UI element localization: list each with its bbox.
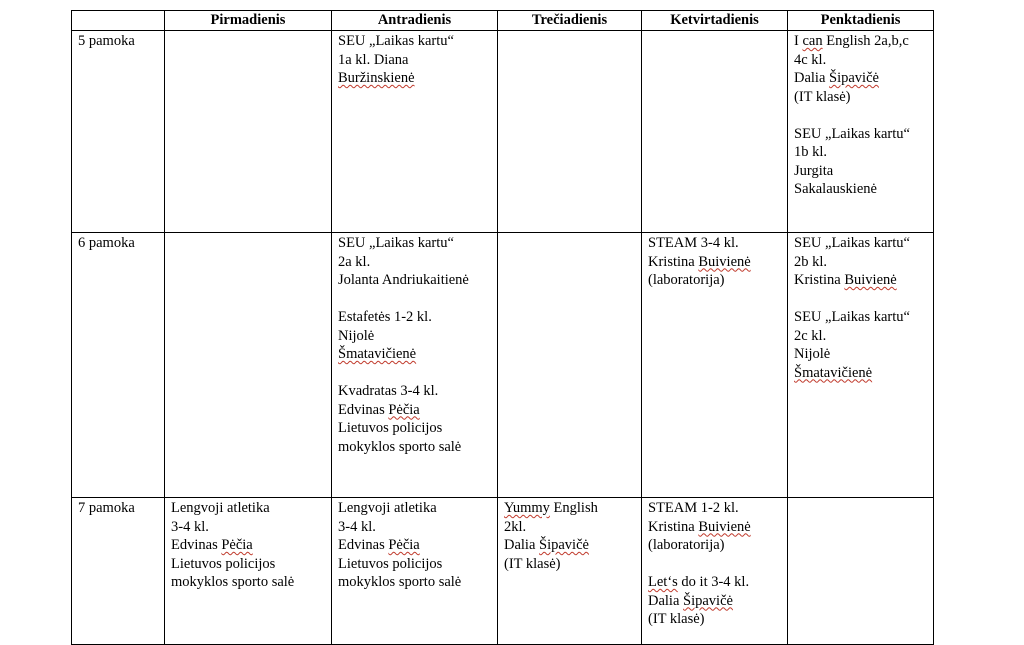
activity-line: 4c kl. xyxy=(794,51,827,68)
activity-entry xyxy=(794,308,927,382)
activity-entry xyxy=(648,234,781,290)
cell-friday xyxy=(788,498,934,645)
activity-line: Edvinas Pėčia xyxy=(171,537,253,553)
activity-line: I can English 2a,b,c xyxy=(794,33,909,49)
activity-line: SEU „Laikas kartu“ xyxy=(794,125,910,142)
activity-line: SEU „Laikas kartu“ xyxy=(338,235,454,251)
cell-tuesday xyxy=(332,233,498,498)
activity-entry xyxy=(648,499,781,555)
activity-line: 2kl. xyxy=(504,518,527,535)
activity-line: Buržinskienė xyxy=(338,70,415,86)
header-wednesday: Trečiadienis xyxy=(498,11,642,31)
header-friday: Penktadienis xyxy=(788,11,934,31)
activity-line: Lietuvos policijos xyxy=(171,555,276,572)
activity-entry xyxy=(338,32,491,88)
cell-thursday xyxy=(642,31,788,233)
activity-line: STEAM 3-4 kl. xyxy=(648,235,739,251)
lesson-label: 5 pamoka xyxy=(72,31,165,233)
activity-line: Nijolė xyxy=(338,327,375,344)
activity-entry xyxy=(794,125,927,199)
activity-line: Edvinas Pėčia xyxy=(338,401,420,418)
cell-monday xyxy=(165,498,332,645)
activity-line: Kristina Buivienė xyxy=(648,518,751,535)
activity-entry xyxy=(794,32,927,106)
activity-entry xyxy=(338,308,491,364)
cell-wednesday xyxy=(498,233,642,498)
table-row xyxy=(72,233,934,498)
table-row xyxy=(72,498,934,645)
activity-line: Edvinas Pėčia xyxy=(338,537,420,553)
activity-line: Jurgita xyxy=(794,162,834,179)
activity-line: Let‘s do it 3-4 kl. xyxy=(648,574,750,590)
activity-line: Sakalauskienė xyxy=(794,181,877,197)
cell-monday xyxy=(165,233,332,498)
activity-line: Šmatavičienė xyxy=(338,346,417,362)
activity-line: Dalia Šipavičė xyxy=(504,537,589,553)
activity-line: 1a kl. Diana xyxy=(338,51,409,68)
activity-entry xyxy=(171,499,325,592)
cell-wednesday xyxy=(498,31,642,233)
lesson-label: 6 pamoka xyxy=(72,233,165,498)
activity-line: Jolanta Andriukaitienė xyxy=(338,272,469,288)
activity-line: (laboratorija) xyxy=(648,272,725,288)
activity-line: Lengvoji atletika xyxy=(171,500,270,516)
activity-line: mokyklos sporto salė xyxy=(338,438,462,455)
activity-line: (IT klasė) xyxy=(648,611,705,627)
activity-line: Nijolė xyxy=(794,346,831,362)
activity-line: Kristina Buivienė xyxy=(794,272,897,288)
activity-line: (laboratorija) xyxy=(648,537,725,553)
activity-line: Šmatavičienė xyxy=(794,364,873,381)
activity-line: Kvadratas 3-4 kl. xyxy=(338,383,439,399)
cell-tuesday xyxy=(332,498,498,645)
activity-line: 2a kl. xyxy=(338,253,371,270)
header-thursday: Ketvirtadienis xyxy=(642,11,788,31)
table-row xyxy=(72,31,934,233)
activity-line: STEAM 1-2 kl. xyxy=(648,500,739,516)
header-row xyxy=(72,11,934,31)
activity-line: mokyklos sporto salė xyxy=(338,574,462,590)
schedule-table xyxy=(71,10,934,645)
activity-line: 2b kl. xyxy=(794,253,828,270)
activity-line: SEU „Laikas kartu“ xyxy=(794,235,910,251)
activity-line: (IT klasė) xyxy=(794,88,851,105)
cell-friday xyxy=(788,31,934,233)
cell-friday xyxy=(788,233,934,498)
activity-line: Kristina Buivienė xyxy=(648,253,751,270)
activity-entry xyxy=(794,234,927,290)
header-monday: Pirmadienis xyxy=(165,11,332,31)
activity-entry xyxy=(338,234,491,290)
cell-monday xyxy=(165,31,332,233)
activity-line: Lietuvos policijos xyxy=(338,420,443,436)
activity-line: SEU „Laikas kartu“ xyxy=(338,33,454,49)
cell-tuesday xyxy=(332,31,498,233)
activity-entry xyxy=(504,499,635,573)
activity-line: 2c kl. xyxy=(794,327,827,344)
header-empty xyxy=(72,11,165,31)
activity-line: Dalia Šipavičė xyxy=(794,70,879,86)
cell-thursday xyxy=(642,233,788,498)
header-tuesday: Antradienis xyxy=(332,11,498,31)
cell-wednesday xyxy=(498,498,642,645)
activity-line: Dalia Šipavičė xyxy=(648,592,733,609)
activity-line: Yummy English xyxy=(504,500,598,516)
activity-line: 3-4 kl. xyxy=(171,518,209,535)
activity-line: Lietuvos policijos xyxy=(338,555,443,572)
activity-line: 1b kl. xyxy=(794,144,828,160)
activity-line: mokyklos sporto salė xyxy=(171,574,295,590)
lesson-label: 7 pamoka xyxy=(72,498,165,645)
activity-entry xyxy=(648,573,781,629)
activity-entry xyxy=(338,382,491,456)
activity-line: Lengvoji atletika xyxy=(338,500,437,516)
activity-line: 3-4 kl. xyxy=(338,518,376,535)
activity-entry xyxy=(338,499,491,592)
activity-line: SEU „Laikas kartu“ xyxy=(794,309,910,325)
activity-line: (IT klasė) xyxy=(504,555,561,572)
cell-thursday xyxy=(642,498,788,645)
activity-line: Estafetės 1-2 kl. xyxy=(338,309,432,325)
